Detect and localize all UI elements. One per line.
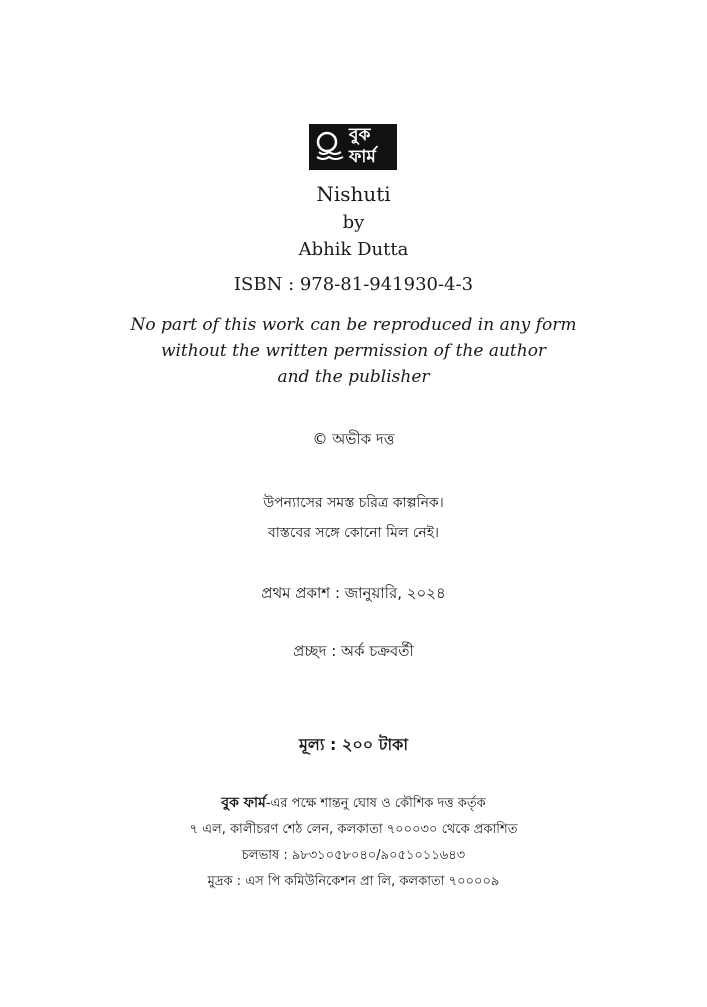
rights-line-1: No part of this work can be reproduced in any form: [130, 315, 577, 335]
logo-word-1: বুক: [349, 125, 371, 145]
publisher-line-1-rest: -এর পক্ষে শান্তনু ঘোষ ও কৌশিক দত্ত কর্তৃক: [265, 796, 486, 811]
publisher-phone: চলভাষ : ৯৮৩১০৫৮০৪০/৯০৫১০১১৬৪৩: [241, 848, 466, 863]
publisher-logo: [309, 124, 397, 170]
publisher-line-1: [0, 790, 707, 817]
by-label: by: [342, 212, 365, 233]
rights-line-2: without the written permission of the author: [160, 341, 547, 361]
publisher-name: বুক ফার্ম: [221, 795, 266, 811]
copyright-line: © অভীক দত্ত: [312, 430, 395, 448]
price: মূল্য : ২০০ টাকা: [299, 735, 408, 754]
fiction-disclaimer: [0, 488, 707, 548]
rights-line-3: and the publisher: [277, 367, 430, 387]
isbn: ISBN : 978-81-941930-4-3: [233, 274, 474, 295]
publisher-address: ৭ এল, কালীচরণ শেঠ লেন, কলকাতা ৭০০০৩০ থেকে প্রকাশিত: [189, 822, 518, 837]
author-name: Abhik Dutta: [298, 239, 409, 260]
fiction-line-2: বাস্তবের সঙ্গে কোনো মিল নেই।: [267, 525, 440, 541]
rights-notice: [0, 312, 707, 390]
fiction-line-1: উপন্যাসের সমস্ত চরিত্র কাল্পনিক।: [263, 495, 444, 511]
printer-info: মুদ্রক : এস পি কমিউনিকেশন প্রা লি, কলকাতা ৭০০০০৯: [207, 874, 500, 889]
cover-credit: প্রচ্ছদ : অর্ক চক্রবর্তী: [293, 642, 414, 660]
book-title: Nishuti: [316, 182, 391, 206]
book-emblem-icon: [313, 130, 345, 162]
logo-word-2: ফার্ম: [349, 147, 376, 167]
first-published: প্রথম প্রকাশ : জানুয়ারি, ২০২৪: [261, 584, 446, 602]
publisher-info: [0, 790, 707, 895]
